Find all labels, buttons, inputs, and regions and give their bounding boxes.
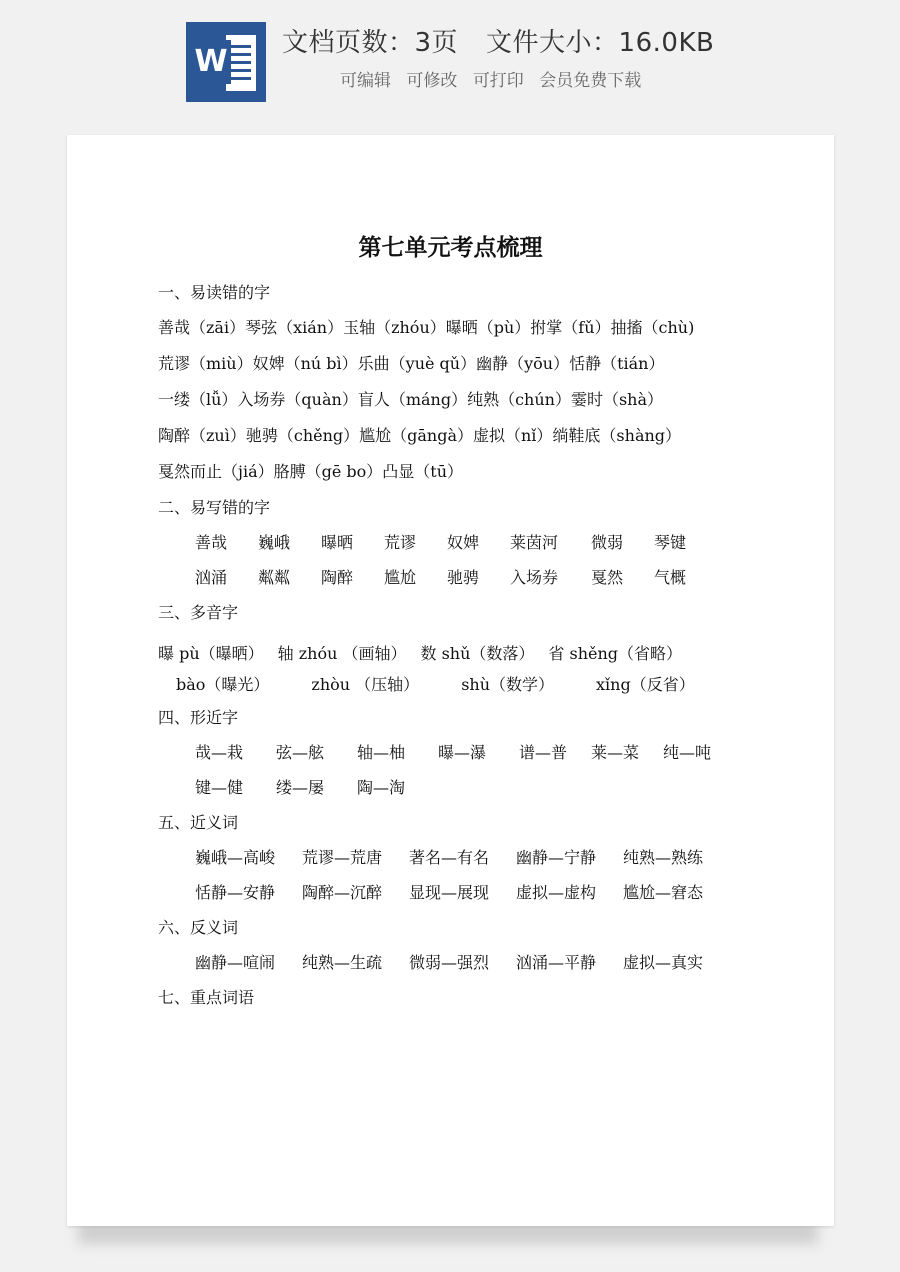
- polyphonic-row: [158, 638, 758, 669]
- word-icon-letter: W: [191, 40, 231, 84]
- word-item: 微弱: [591, 533, 624, 552]
- polyphonic-item: bào（曝光）: [176, 675, 270, 694]
- word-item: 陶醉: [321, 568, 354, 587]
- word-item: 巍峨: [258, 533, 291, 552]
- document-page: [67, 135, 834, 1226]
- word-item: 汹涌: [195, 568, 228, 587]
- word-item: 荒谬: [384, 533, 417, 552]
- tag-modifiable: 可修改: [406, 71, 458, 91]
- pair-item: 陶—淘: [357, 778, 406, 797]
- polyphonic-item: 省 shěng（省略）: [548, 644, 683, 663]
- file-info-title: [282, 22, 714, 59]
- synonyms-row: [158, 840, 758, 875]
- section-heading-similar-chars: 四、形近字: [158, 708, 239, 727]
- synonym-pair: 著名—有名: [409, 848, 490, 867]
- pair-item: 哉—栽: [195, 743, 244, 762]
- pair-item: 键—健: [195, 778, 244, 797]
- write-wrong-row: [158, 525, 758, 560]
- synonym-pair: 显现—展现: [409, 883, 490, 902]
- antonyms-row: [158, 945, 758, 980]
- synonym-pair: 荒谬—荒唐: [302, 848, 383, 867]
- polyphonic-item: 曝 pù（曝晒）: [158, 644, 264, 663]
- word-item: 入场券: [510, 568, 559, 587]
- word-item: 奴婢: [447, 533, 480, 552]
- antonym-pair: 幽静—喧闹: [195, 953, 276, 972]
- polyphonic-item: 轴 zhóu （画轴）: [277, 644, 407, 663]
- synonym-pair: 虚拟—虚构: [516, 883, 597, 902]
- synonyms-row: [158, 875, 758, 910]
- section-heading-polyphonic: 三、多音字: [158, 603, 239, 622]
- read-wrong-line: 荒谬（miù）奴婢（nú bì）乐曲（yuè qǔ）幽静（yōu）恬静（tián）: [158, 354, 665, 373]
- document-body: [158, 275, 758, 1015]
- synonym-pair: 尴尬—窘态: [623, 883, 704, 902]
- antonym-pair: 汹涌—平静: [516, 953, 597, 972]
- polyphonic-item: shù（数学）: [461, 675, 555, 694]
- word-item: 善哉: [195, 533, 228, 552]
- section-heading-read-wrong: 一、易读错的字: [158, 283, 271, 302]
- word-item: 曝晒: [321, 533, 354, 552]
- pair-item: 缕—屡: [276, 778, 325, 797]
- antonym-pair: 纯熟—生疏: [302, 953, 383, 972]
- word-item: 尴尬: [384, 568, 417, 587]
- write-wrong-row: [158, 560, 758, 595]
- polyphonic-item: 数 shǔ（数落）: [420, 644, 535, 663]
- pair-item: 莱—菜: [591, 743, 640, 762]
- pair-item: 轴—柚: [357, 743, 406, 762]
- polyphonic-item: xǐng（反省）: [596, 675, 695, 694]
- pair-item: 谱—普: [519, 743, 568, 762]
- read-wrong-line: 戛然而止（jiá）胳膊（gē bo）凸显（tū）: [158, 462, 464, 481]
- similar-chars-row: [158, 735, 758, 770]
- word-item: 驰骋: [447, 568, 480, 587]
- pair-item: 纯—吨: [663, 743, 712, 762]
- download-header: [0, 0, 900, 120]
- synonym-pair: 纯熟—熟练: [623, 848, 704, 867]
- synonym-pair: 陶醉—沉醉: [302, 883, 383, 902]
- tag-editable: 可编辑: [340, 71, 391, 91]
- read-wrong-line: 陶醉（zuì）驰骋（chěng）尴尬（gāngà）虚拟（nǐ）绱鞋底（shàng）: [158, 426, 682, 445]
- word-item: 戛然: [591, 568, 624, 587]
- antonym-pair: 微弱—强烈: [409, 953, 490, 972]
- polyphonic-row: [158, 669, 758, 700]
- document-title: 第七单元考点梳理: [358, 234, 543, 261]
- file-size: 文件大小：16.0KB: [486, 28, 715, 58]
- word-item: 气概: [654, 568, 687, 587]
- word-document-icon: [186, 22, 266, 102]
- read-wrong-line: 一缕（lǚ）入场券（quàn）盲人（máng）纯熟（chún）霎时（shà）: [158, 390, 664, 409]
- word-item: 莱茵河: [510, 533, 559, 552]
- polyphonic-item: zhòu （压轴）: [311, 675, 420, 694]
- antonym-pair: 虚拟—真实: [623, 953, 704, 972]
- tag-free-download: 会员免费下载: [539, 71, 642, 91]
- pair-item: 弦—舷: [276, 743, 325, 762]
- similar-chars-row: [158, 770, 758, 805]
- synonym-pair: 恬静—安静: [195, 883, 276, 902]
- tag-printable: 可打印: [472, 71, 524, 91]
- pair-item: 曝—瀑: [438, 743, 487, 762]
- section-heading-synonyms: 五、近义词: [158, 813, 239, 832]
- word-item: 琴键: [654, 533, 687, 552]
- word-item: 粼粼: [258, 568, 291, 587]
- section-heading-key-words: 七、重点词语: [158, 988, 255, 1007]
- polyphonic-block: [158, 638, 758, 700]
- page-count: 文档页数：3页: [282, 28, 459, 58]
- synonym-pair: 巍峨—高峻: [195, 848, 276, 867]
- section-heading-antonyms: 六、反义词: [158, 918, 239, 937]
- synonym-pair: 幽静—宁静: [516, 848, 597, 867]
- read-wrong-line: 善哉（zāi）琴弦（xián）玉轴（zhóu）曝晒（pù）拊掌（fǔ）抽搐（chù): [158, 318, 695, 337]
- section-heading-write-wrong: 二、易写错的字: [158, 498, 271, 517]
- file-feature-tags: [340, 66, 647, 91]
